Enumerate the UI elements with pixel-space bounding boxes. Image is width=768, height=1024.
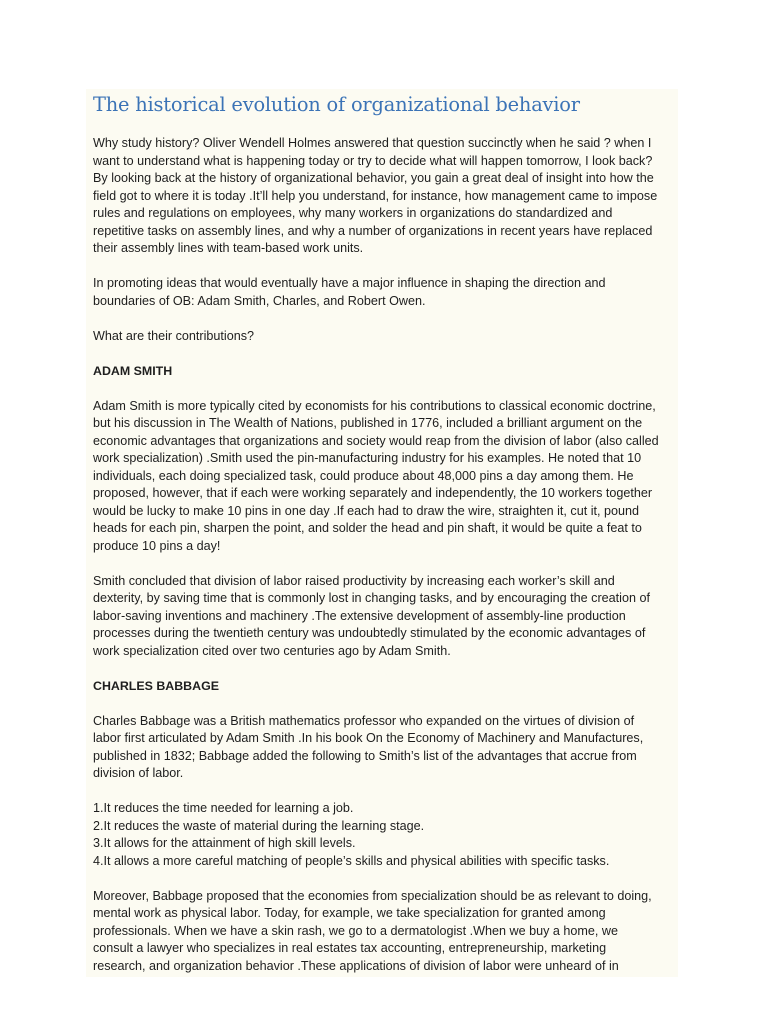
text-line: labor-saving inventions and machinery .The extensive development of assembly-line production — [93, 608, 626, 623]
spacer — [93, 870, 678, 888]
text-line: Charles Babbage was a British mathematics professor who expanded on the virtues of division of — [93, 713, 635, 728]
spacer — [93, 345, 678, 363]
document-content — [86, 93, 678, 975]
text-line: work specialization cited over two centuries ago by Adam Smith. — [93, 643, 451, 658]
spacer — [93, 555, 678, 573]
charles-babbage-paragraph-1 — [93, 713, 678, 783]
list-item: 1.It reduces the time needed for learning a job. — [93, 801, 354, 815]
spacer — [93, 660, 678, 678]
text-line: proposed, however, that if each were working separately and independently, the 10 workers together — [93, 486, 653, 500]
text-line: but his discussion in The Wealth of Nations, published in 1776, included a brilliant argument on the — [93, 416, 643, 430]
spacer — [93, 117, 678, 135]
text-line: their assembly lines with team-based work units. — [93, 241, 364, 255]
spacer — [93, 695, 678, 713]
text-line: field got to where it is today .It’ll help you understand, for instance, how management came to impose — [93, 188, 658, 203]
text-line: professionals. When we have a skin rash, we go to a dermatologist .When we buy a home, we — [93, 923, 619, 938]
promoting-paragraph — [93, 275, 678, 310]
text-line: processes during the twentieth century was undoubtedly stimulated by the economic advantages of — [93, 626, 646, 640]
text-line: Smith concluded that division of labor raised productivity by increasing each worker’s skill and — [93, 573, 615, 588]
text-line: consult a lawyer who specializes in real estates tax accounting, entrepreneurship, marketing — [93, 941, 607, 955]
text-line: By looking back at the history of organizational behavior, you gain a great deal of insight into how the — [93, 171, 654, 185]
list-item: 2.It reduces the waste of material during the learning stage. — [93, 818, 425, 833]
text-line: economic advantages that organizations and society would reap from the division of labor (also called — [93, 433, 659, 448]
spacer — [93, 380, 678, 398]
text-line: rules and regulations on employees, why many workers in organizations do standardized and — [93, 206, 613, 220]
text-line: published in 1832; Babbage added the following to Smith’s list of the advantages that accrue from — [93, 748, 637, 763]
text-line: would be lucky to make 10 pins in one day .If each had to draw the wire, straighten it, cut it, pound — [93, 503, 640, 518]
text-line: produce 10 pins a day! — [93, 538, 221, 553]
section-heading-charles-babbage: CHARLES BABBAGE — [93, 678, 219, 693]
text-line: labor first articulated by Adam Smith .In his book On the Economy of Machinery and Manufactures, — [93, 731, 644, 745]
text-line: repetitive tasks on assembly lines, and why a number of organizations in recent years have replaced — [93, 223, 653, 238]
text-line: mental work as physical labor. Today, for example, we take specialization for granted among — [93, 906, 606, 920]
text-line: division of labor. — [93, 766, 184, 780]
list-item: 3.It allows for the attainment of high skill levels. — [93, 836, 356, 850]
text-line: heads for each pin, sharpen the point, and solder the head and pin shaft, it would be quite a feat to — [93, 521, 642, 535]
text-line: Why study history? Oliver Wendell Holmes answered that question succinctly when he said ? when I — [93, 136, 652, 150]
text-line: dexterity, by saving time that is commonly lost in changing tasks, and by encouraging the creation of — [93, 591, 650, 605]
text-line: Moreover, Babbage proposed that the economies from specialization should be as relevant to doing, — [93, 888, 652, 903]
list-item: 4.It allows a more careful matching of people’s skills and physical abilities with specific tasks. — [93, 853, 610, 868]
adam-smith-paragraph-2 — [93, 573, 678, 661]
spacer — [93, 310, 678, 328]
document-body — [93, 135, 678, 975]
text-line: In promoting ideas that would eventually have a major influence in shaping the direction and — [93, 276, 606, 290]
spacer — [93, 258, 678, 276]
adam-smith-paragraph-1 — [93, 398, 678, 556]
intro-paragraph — [93, 135, 678, 258]
text-line: work specialization) .Smith used the pin-manufacturing industry for his examples. He noted that 10 — [93, 451, 642, 465]
section-heading-adam-smith: ADAM SMITH — [93, 363, 173, 378]
charles-babbage-paragraph-2 — [93, 888, 678, 976]
text-line: Adam Smith is more typically cited by economists for his contributions to classical economic doctrine, — [93, 398, 656, 413]
text-line: boundaries of OB: Adam Smith, Charles, and Robert Owen. — [93, 293, 426, 308]
question-paragraph: What are their contributions? — [93, 328, 255, 343]
document-page — [86, 89, 678, 977]
spacer — [93, 783, 678, 801]
text-line: individuals, each doing specialized task, could produce about 48,000 pins a day among them. He — [93, 468, 634, 483]
text-line: research, and organization behavior .These applications of division of labor were unheard of in — [93, 958, 619, 973]
document-title: The historical evolution of organizational behavior — [93, 93, 580, 116]
text-line: want to understand what is happening today or try to decide what will happen tomorrow, I look back? — [93, 153, 653, 168]
advantages-list — [93, 800, 678, 870]
